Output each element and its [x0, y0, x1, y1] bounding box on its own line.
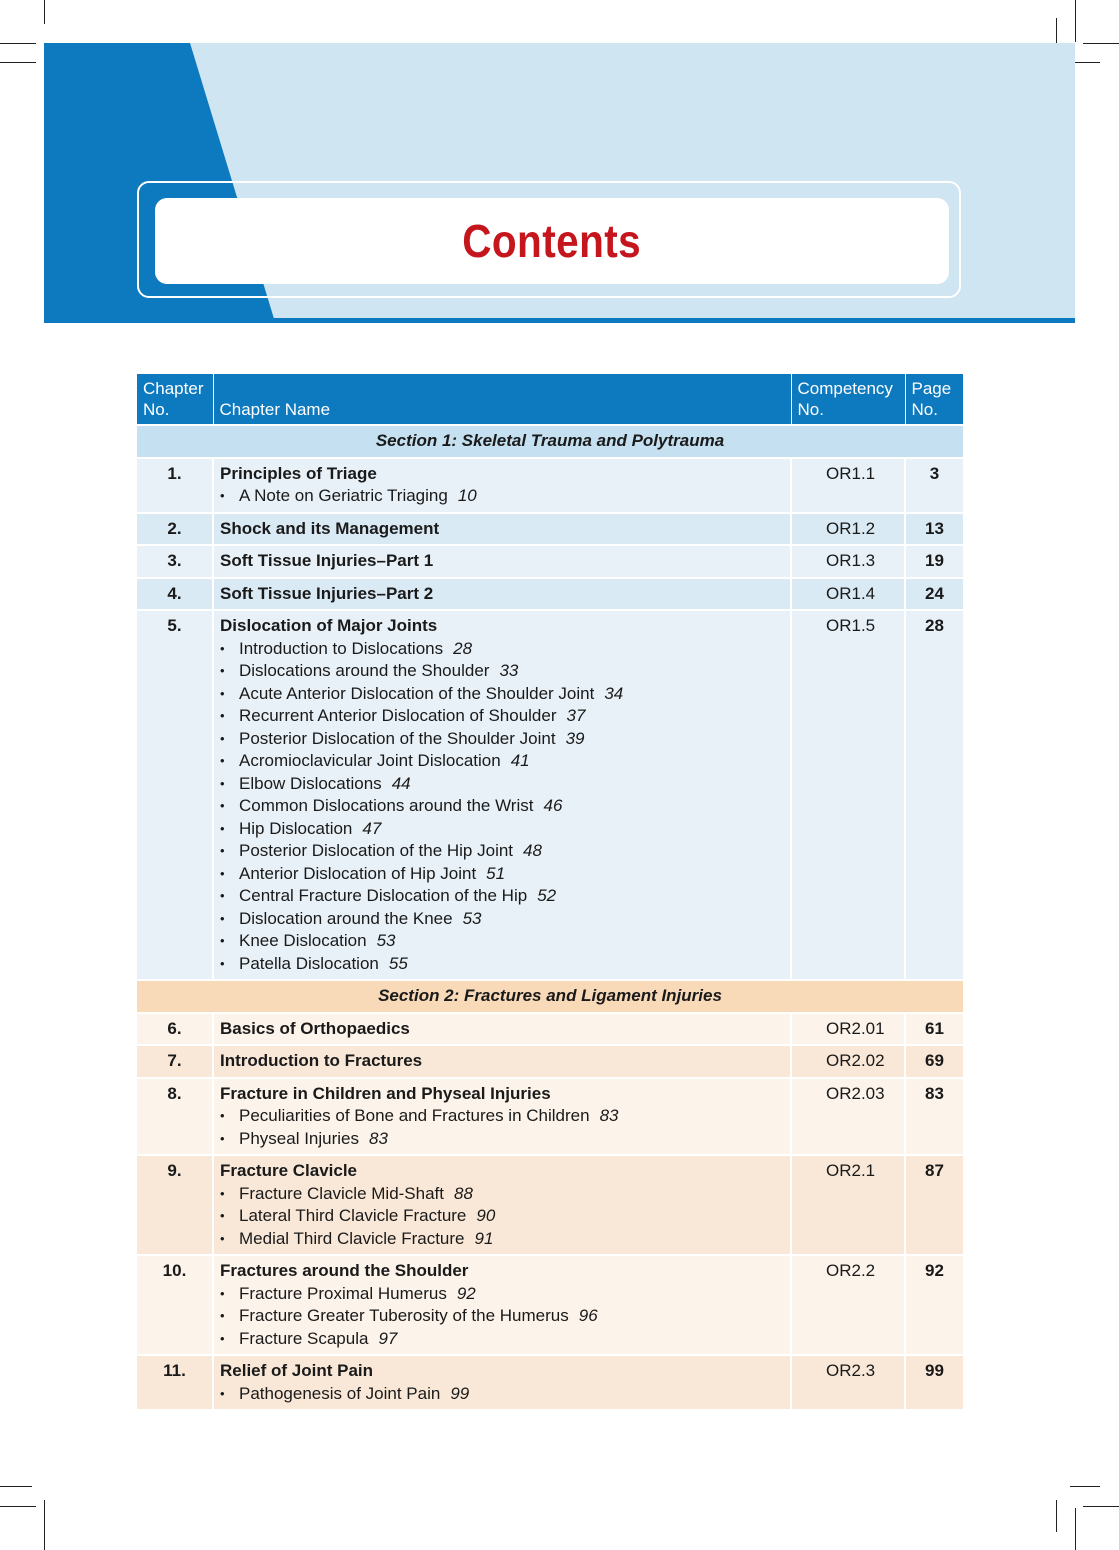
- subtopic-page: 97: [378, 1328, 398, 1348]
- competency-number: OR2.2: [791, 1255, 905, 1355]
- section-header-row: [137, 980, 963, 1013]
- chapter-row: [137, 545, 963, 578]
- contents-table: [137, 374, 963, 1409]
- competency-number: OR1.4: [791, 578, 905, 611]
- header-competency-no: Competency No.: [791, 374, 905, 425]
- subtopic-item: [220, 1283, 784, 1306]
- chapter-name: Shock and its Management: [220, 518, 440, 538]
- subtopic-title: A Note on Geriatric Triaging: [239, 486, 448, 505]
- chapter-number: 7.: [137, 1045, 213, 1078]
- chapter-row: [137, 1155, 963, 1255]
- chapter-name: Fracture Clavicle: [220, 1161, 358, 1180]
- subtopic-title: Dislocation around the Knee: [239, 908, 453, 928]
- subtopic-list: [220, 638, 784, 976]
- subtopic-title: Acromioclavicular Joint Dislocation: [239, 751, 501, 770]
- subtopic-item: [220, 728, 784, 751]
- chapter-row: [137, 1045, 963, 1078]
- section-1: [137, 425, 963, 980]
- subtopic-page: 83: [369, 1128, 388, 1148]
- competency-number: OR2.1: [791, 1155, 905, 1255]
- crop-mark: [1070, 1486, 1100, 1487]
- page-number: 83: [905, 1078, 963, 1156]
- subtopic-title: Posterior Dislocation of the Hip Joint: [239, 841, 514, 860]
- chapter-cell: [213, 1255, 791, 1355]
- subtopic-page: 41: [510, 751, 530, 770]
- crop-mark: [44, 1500, 45, 1550]
- chapter-cell: [213, 1355, 791, 1409]
- subtopic-item: [220, 930, 784, 953]
- chapter-cell: [213, 1155, 791, 1255]
- page-number: 99: [905, 1355, 963, 1409]
- chapter-name: Soft Tissue Injuries–Part 2: [220, 583, 434, 603]
- subtopic-item: [220, 1205, 784, 1228]
- competency-number: OR1.2: [791, 513, 905, 546]
- page-title: Contents: [462, 215, 642, 267]
- page-number: 3: [905, 458, 963, 513]
- subtopic-title: Recurrent Anterior Dislocation of Shoulder: [239, 706, 557, 725]
- subtopic-title: Fracture Scapula: [239, 1328, 369, 1348]
- subtopic-page: 28: [453, 638, 473, 658]
- page-number: 28: [905, 610, 963, 980]
- subtopic-page: 99: [450, 1383, 470, 1403]
- chapter-cell: [213, 578, 791, 611]
- competency-number: OR2.03: [791, 1078, 905, 1156]
- subtopic-title: Lateral Third Clavicle Fracture: [239, 1206, 467, 1225]
- subtopic-title: Fracture Clavicle Mid-Shaft: [239, 1183, 445, 1203]
- page-number: 87: [905, 1155, 963, 1255]
- subtopic-title: Anterior Dislocation of Hip Joint: [239, 863, 477, 883]
- subtopic-page: 52: [537, 886, 557, 905]
- subtopic-item: [220, 863, 784, 886]
- chapter-row: [137, 610, 963, 980]
- crop-mark: [0, 1486, 32, 1487]
- chapter-number: 5.: [137, 610, 213, 980]
- crop-mark: [1083, 1506, 1119, 1507]
- page-number: 19: [905, 545, 963, 578]
- table-header-row: [137, 374, 963, 425]
- page-number: 13: [905, 513, 963, 546]
- subtopic-list: [220, 1105, 784, 1150]
- chapter-name: Introduction to Fractures: [220, 1051, 423, 1070]
- subtopic-list: [220, 485, 784, 508]
- subtopic-title: Central Fracture Dislocation of the Hip: [239, 886, 528, 905]
- page-number: 24: [905, 578, 963, 611]
- chapter-row: [137, 513, 963, 546]
- subtopic-item: [220, 885, 784, 908]
- chapter-row: [137, 1078, 963, 1156]
- chapter-cell: [213, 458, 791, 513]
- subtopic-title: Fracture Greater Tuberosity of the Humerus: [239, 1306, 569, 1325]
- chapter-number: 8.: [137, 1078, 213, 1156]
- subtopic-title: Introduction to Dislocations: [239, 638, 444, 658]
- subtopic-page: 46: [543, 796, 563, 815]
- subtopic-page: 96: [578, 1306, 598, 1325]
- crop-mark: [1075, 1508, 1076, 1550]
- subtopic-page: 90: [476, 1206, 496, 1225]
- header-chapter-no: Chapter No.: [137, 374, 213, 425]
- subtopic-item: [220, 1228, 784, 1251]
- subtopic-title: Medial Third Clavicle Fracture: [239, 1228, 465, 1248]
- subtopic-item: [220, 1383, 784, 1406]
- chapter-cell: [213, 1013, 791, 1046]
- section-2: [137, 980, 963, 1409]
- subtopic-page: 37: [566, 706, 586, 725]
- subtopic-list: [220, 1283, 784, 1351]
- subtopic-title: Common Dislocations around the Wrist: [239, 796, 534, 815]
- page-number: 69: [905, 1045, 963, 1078]
- subtopic-item: [220, 750, 784, 773]
- subtopic-page: 91: [474, 1228, 494, 1248]
- crop-mark: [1056, 1500, 1057, 1532]
- crop-mark: [0, 62, 36, 63]
- subtopic-page: 39: [565, 728, 585, 748]
- chapter-cell: [213, 545, 791, 578]
- subtopic-title: Pathogenesis of Joint Pain: [239, 1383, 441, 1403]
- crop-mark: [1083, 43, 1119, 44]
- chapter-number: 1.: [137, 458, 213, 513]
- subtopic-list: [220, 1383, 784, 1406]
- subtopic-page: 33: [499, 661, 519, 680]
- subtopic-title: Fracture Proximal Humerus: [239, 1283, 447, 1303]
- subtopic-item: [220, 1183, 784, 1206]
- chapter-number: 4.: [137, 578, 213, 611]
- subtopic-page: 53: [462, 908, 482, 928]
- chapter-name: Soft Tissue Injuries–Part 1: [220, 551, 434, 570]
- chapter-number: 2.: [137, 513, 213, 546]
- subtopic-title: Knee Dislocation: [239, 931, 367, 950]
- chapter-name: Relief of Joint Pain: [220, 1361, 374, 1380]
- chapter-number: 10.: [137, 1255, 213, 1355]
- page-number: 61: [905, 1013, 963, 1046]
- subtopic-list: [220, 1183, 784, 1251]
- competency-number: OR1.5: [791, 610, 905, 980]
- chapter-cell: [213, 1045, 791, 1078]
- chapter-number: 6.: [137, 1013, 213, 1046]
- subtopic-item: [220, 660, 784, 683]
- chapter-cell: [213, 1078, 791, 1156]
- subtopic-item: [220, 1105, 784, 1128]
- subtopic-item: [220, 1328, 784, 1351]
- chapter-name: Basics of Orthopaedics: [220, 1018, 410, 1038]
- subtopic-page: 83: [599, 1106, 619, 1125]
- header-page-no: Page No.: [905, 374, 963, 425]
- subtopic-item: [220, 638, 784, 661]
- chapter-name: Fractures around the Shoulder: [220, 1261, 469, 1280]
- subtopic-title: Acute Anterior Dislocation of the Shoulder Joint: [239, 683, 595, 703]
- subtopic-page: 92: [456, 1283, 476, 1303]
- subtopic-page: 48: [523, 841, 542, 860]
- subtopic-item: [220, 840, 784, 863]
- subtopic-title: Physeal Injuries: [239, 1128, 360, 1148]
- subtopic-item: [220, 1305, 784, 1328]
- chapter-row: [137, 1255, 963, 1355]
- subtopic-item: [220, 705, 784, 728]
- chapter-name: Dislocation of Major Joints: [220, 616, 438, 635]
- subtopic-page: 10: [457, 486, 477, 505]
- subtopic-item: [220, 953, 784, 976]
- subtopic-title: Elbow Dislocations: [239, 773, 382, 793]
- subtopic-item: [220, 1128, 784, 1151]
- subtopic-item: [220, 773, 784, 796]
- chapter-cell: [213, 513, 791, 546]
- competency-number: OR1.3: [791, 545, 905, 578]
- subtopic-title: Posterior Dislocation of the Shoulder Joint: [239, 728, 556, 748]
- chapter-row: [137, 1355, 963, 1409]
- subtopic-title: Dislocations around the Shoulder: [239, 661, 490, 680]
- chapter-number: 11.: [137, 1355, 213, 1409]
- subtopic-title: Hip Dislocation: [239, 818, 353, 838]
- chapter-row: [137, 458, 963, 513]
- subtopic-title: Peculiarities of Bone and Fractures in Children: [239, 1106, 590, 1125]
- subtopic-item: [220, 908, 784, 931]
- competency-number: OR2.02: [791, 1045, 905, 1078]
- subtopic-item: [220, 485, 784, 508]
- crop-mark: [0, 1506, 36, 1507]
- competency-number: OR1.1: [791, 458, 905, 513]
- subtopic-page: 51: [486, 863, 506, 883]
- subtopic-page: 53: [376, 931, 396, 950]
- crop-mark: [44, 0, 45, 24]
- subtopic-page: 47: [362, 818, 382, 838]
- chapter-row: [137, 1013, 963, 1046]
- header-chapter-name: Chapter Name: [213, 374, 791, 425]
- competency-number: OR2.01: [791, 1013, 905, 1046]
- section-title: Section 1: Skeletal Trauma and Polytrauma: [137, 425, 963, 458]
- chapter-name: Fracture in Children and Physeal Injuries: [220, 1083, 551, 1103]
- chapter-number: 3.: [137, 545, 213, 578]
- subtopic-page: 34: [604, 683, 624, 703]
- chapter-name: Principles of Triage: [220, 463, 377, 483]
- competency-number: OR2.3: [791, 1355, 905, 1409]
- chapter-number: 9.: [137, 1155, 213, 1255]
- chapter-cell: [213, 610, 791, 980]
- subtopic-page: 88: [454, 1183, 473, 1203]
- page-number: 92: [905, 1255, 963, 1355]
- banner-rule: [44, 318, 1075, 323]
- subtopic-item: [220, 683, 784, 706]
- subtopic-title: Patella Dislocation: [239, 953, 379, 973]
- chapter-row: [137, 578, 963, 611]
- subtopic-page: 44: [391, 773, 411, 793]
- subtopic-page: 55: [388, 953, 408, 973]
- subtopic-item: [220, 795, 784, 818]
- section-header-row: [137, 425, 963, 458]
- title-box: [155, 198, 949, 284]
- section-title: Section 2: Fractures and Ligament Injuries: [137, 980, 963, 1013]
- crop-mark: [0, 43, 36, 44]
- crop-mark: [1075, 0, 1076, 42]
- subtopic-item: [220, 818, 784, 841]
